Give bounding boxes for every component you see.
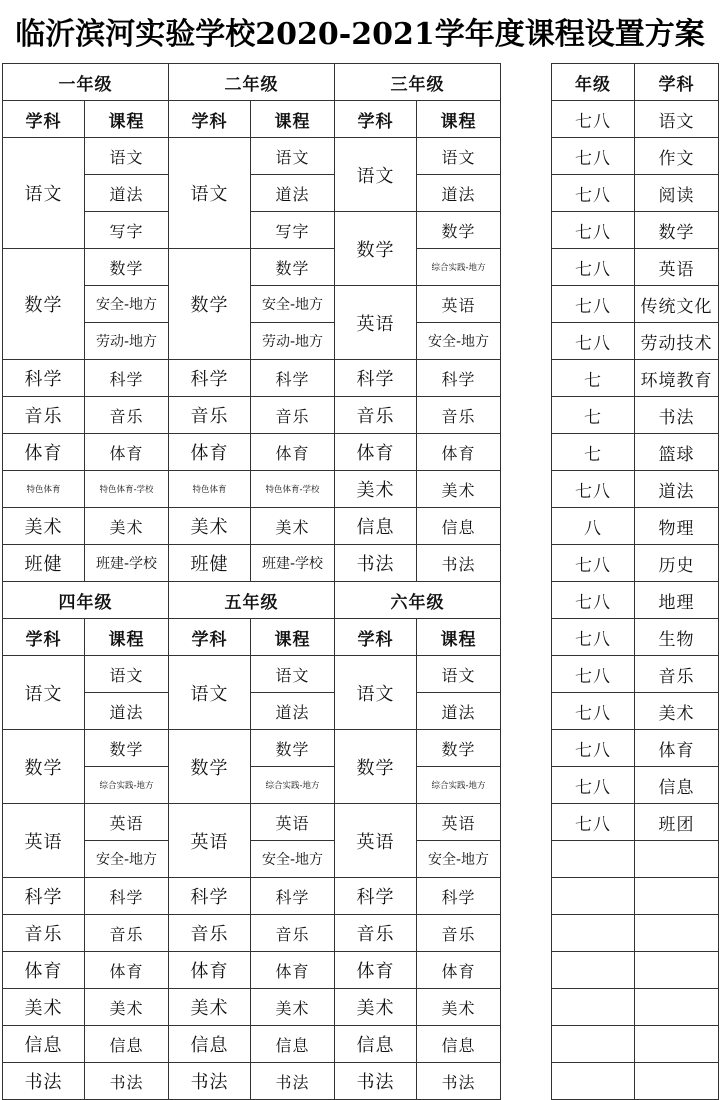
subject-cell: 科学 — [335, 360, 417, 397]
column-header-row-top — [3, 101, 501, 138]
side-subject-cell: 环境教育 — [635, 360, 719, 397]
grade-header-row-top — [3, 64, 501, 101]
subject-cell: 语文 — [3, 138, 85, 249]
side-row — [552, 434, 719, 471]
course-cell: 音乐 — [417, 397, 501, 434]
course-cell: 科学 — [251, 878, 335, 915]
side-grade-cell — [552, 952, 635, 989]
course-cell: 安全-地方 — [417, 323, 501, 360]
table-row — [3, 397, 501, 434]
subject-cell: 语文 — [169, 138, 251, 249]
course-cell: 劳动-地方 — [85, 323, 169, 360]
grade-2-header: 二年级 — [169, 64, 335, 101]
side-row — [552, 693, 719, 730]
side-empty-row — [552, 952, 719, 989]
subject-cell: 体育 — [169, 952, 251, 989]
course-cell: 书法 — [85, 1063, 169, 1100]
subject-cell: 数学 — [335, 730, 417, 804]
course-cell: 道法 — [417, 175, 501, 212]
course-cell: 数学 — [251, 730, 335, 767]
course-cell: 书法 — [417, 1063, 501, 1100]
table-row — [3, 952, 501, 989]
side-row — [552, 508, 719, 545]
side-grade-cell: 七八 — [552, 804, 635, 841]
side-grade-cell: 七八 — [552, 767, 635, 804]
course-cell: 音乐 — [251, 915, 335, 952]
table-row — [3, 138, 501, 175]
course-cell: 安全-地方 — [417, 841, 501, 878]
course-cell: 英语 — [251, 804, 335, 841]
subject-cell: 数学 — [169, 730, 251, 804]
side-row — [552, 619, 719, 656]
course-cell: 体育 — [251, 434, 335, 471]
subject-cell: 语文 — [335, 138, 417, 212]
course-cell: 综合实践-地方 — [85, 767, 169, 804]
course-cell: 安全-地方 — [85, 841, 169, 878]
course-cell: 道法 — [85, 693, 169, 730]
side-subject-cell — [635, 1063, 719, 1100]
course-cell: 英语 — [85, 804, 169, 841]
course-header: 课程 — [417, 101, 501, 138]
table-row — [3, 434, 501, 471]
table-row — [3, 360, 501, 397]
subject-cell: 音乐 — [335, 397, 417, 434]
course-header: 课程 — [85, 101, 169, 138]
course-cell: 体育 — [85, 952, 169, 989]
side-subject-cell — [635, 989, 719, 1026]
course-cell: 劳动-地方 — [251, 323, 335, 360]
course-cell: 信息 — [417, 1026, 501, 1063]
course-cell: 科学 — [417, 360, 501, 397]
course-header: 课程 — [251, 619, 335, 656]
subject-cell: 音乐 — [3, 915, 85, 952]
side-subject-cell: 物理 — [635, 508, 719, 545]
course-header: 课程 — [85, 619, 169, 656]
side-grade-cell: 七八 — [552, 471, 635, 508]
table-row — [3, 471, 501, 508]
side-empty-row — [552, 1026, 719, 1063]
side-row — [552, 138, 719, 175]
course-cell: 数学 — [417, 212, 501, 249]
course-cell: 音乐 — [85, 397, 169, 434]
subject-cell: 美术 — [169, 989, 251, 1026]
course-cell: 科学 — [85, 878, 169, 915]
course-cell: 美术 — [85, 989, 169, 1026]
side-subject-cell: 生物 — [635, 619, 719, 656]
course-cell: 数学 — [251, 249, 335, 286]
side-grade-cell: 七八 — [552, 545, 635, 582]
course-cell: 语文 — [85, 656, 169, 693]
side-row — [552, 397, 719, 434]
subject-cell: 语文 — [335, 656, 417, 730]
subject-cell: 体育 — [335, 434, 417, 471]
subject-cell: 语文 — [3, 656, 85, 730]
subject-cell: 特色体育 — [3, 471, 85, 508]
subject-header: 学科 — [3, 101, 85, 138]
subject-cell: 体育 — [3, 952, 85, 989]
subject-cell: 班健 — [3, 545, 85, 582]
course-cell: 信息 — [417, 508, 501, 545]
side-row — [552, 323, 719, 360]
course-cell: 安全-地方 — [251, 286, 335, 323]
side-subject-cell: 道法 — [635, 471, 719, 508]
table-row — [3, 1026, 501, 1063]
side-subject-cell: 历史 — [635, 545, 719, 582]
subject-cell: 美术 — [335, 471, 417, 508]
side-subject-cell — [635, 841, 719, 878]
column-header-row-bottom — [3, 619, 501, 656]
subject-cell: 信息 — [169, 1026, 251, 1063]
subject-cell: 书法 — [335, 1063, 417, 1100]
subject-cell: 数学 — [3, 249, 85, 360]
side-empty-row — [552, 878, 719, 915]
side-subject-cell: 体育 — [635, 730, 719, 767]
side-subject-cell: 书法 — [635, 397, 719, 434]
subject-cell: 语文 — [169, 656, 251, 730]
subject-cell: 音乐 — [335, 915, 417, 952]
subject-cell: 音乐 — [169, 915, 251, 952]
grade-1-header: 一年级 — [3, 64, 169, 101]
grade-6-header: 六年级 — [335, 582, 501, 619]
table-row — [3, 249, 501, 286]
course-cell: 语文 — [417, 656, 501, 693]
course-cell: 书法 — [417, 545, 501, 582]
side-grade-cell: 八 — [552, 508, 635, 545]
course-cell: 语文 — [417, 138, 501, 175]
subject-cell: 美术 — [3, 989, 85, 1026]
course-cell: 综合实践-地方 — [417, 249, 501, 286]
side-row — [552, 286, 719, 323]
course-cell: 语文 — [251, 138, 335, 175]
course-cell: 安全-地方 — [251, 841, 335, 878]
course-cell: 道法 — [417, 693, 501, 730]
side-empty-row — [552, 841, 719, 878]
course-cell: 科学 — [85, 360, 169, 397]
side-row — [552, 545, 719, 582]
subject-header: 学科 — [169, 619, 251, 656]
side-row — [552, 101, 719, 138]
course-cell: 英语 — [417, 804, 501, 841]
side-subject-cell: 地理 — [635, 582, 719, 619]
side-row — [552, 212, 719, 249]
subject-header: 学科 — [169, 101, 251, 138]
course-cell: 道法 — [251, 693, 335, 730]
subject-cell: 数学 — [169, 249, 251, 360]
side-subject-cell: 劳动技术 — [635, 323, 719, 360]
course-cell: 特色体育-学校 — [251, 471, 335, 508]
course-cell: 安全-地方 — [85, 286, 169, 323]
course-cell: 音乐 — [85, 915, 169, 952]
subject-header: 学科 — [335, 101, 417, 138]
course-cell: 音乐 — [417, 915, 501, 952]
side-subject-cell — [635, 915, 719, 952]
course-cell: 书法 — [251, 1063, 335, 1100]
course-cell: 美术 — [251, 508, 335, 545]
table-row — [3, 878, 501, 915]
subject-column-header: 学科 — [635, 64, 719, 101]
table-row — [3, 545, 501, 582]
side-grade-cell: 七八 — [552, 323, 635, 360]
grade-5-header: 五年级 — [169, 582, 335, 619]
side-subject-cell — [635, 952, 719, 989]
course-cell: 道法 — [251, 175, 335, 212]
course-cell: 综合实践-地方 — [417, 767, 501, 804]
course-cell: 美术 — [251, 989, 335, 1026]
side-grade-cell — [552, 1063, 635, 1100]
side-grade-cell: 七八 — [552, 619, 635, 656]
subject-cell: 科学 — [169, 360, 251, 397]
course-cell: 数学 — [417, 730, 501, 767]
side-grade-cell: 七八 — [552, 286, 635, 323]
side-grade-cell: 七八 — [552, 138, 635, 175]
side-subject-cell — [635, 1026, 719, 1063]
side-row — [552, 249, 719, 286]
side-grade-cell — [552, 915, 635, 952]
subject-cell: 信息 — [335, 508, 417, 545]
side-subject-cell: 数学 — [635, 212, 719, 249]
side-row — [552, 804, 719, 841]
subject-cell: 书法 — [3, 1063, 85, 1100]
side-empty-row — [552, 915, 719, 952]
grade-3-header: 三年级 — [335, 64, 501, 101]
course-cell: 信息 — [85, 1026, 169, 1063]
subject-cell: 体育 — [169, 434, 251, 471]
side-grade-cell: 七 — [552, 397, 635, 434]
side-grade-cell: 七八 — [552, 730, 635, 767]
grade-4-header: 四年级 — [3, 582, 169, 619]
table-row — [3, 915, 501, 952]
course-cell: 特色体育-学校 — [85, 471, 169, 508]
table-row — [3, 989, 501, 1026]
side-grade-cell: 七八 — [552, 656, 635, 693]
subject-cell: 音乐 — [3, 397, 85, 434]
course-cell: 美术 — [417, 471, 501, 508]
course-cell: 综合实践-地方 — [251, 767, 335, 804]
side-subject-cell: 英语 — [635, 249, 719, 286]
grade-column-header: 年级 — [552, 64, 635, 101]
subject-cell: 体育 — [335, 952, 417, 989]
course-cell: 信息 — [251, 1026, 335, 1063]
course-cell: 音乐 — [251, 397, 335, 434]
subject-cell: 班健 — [169, 545, 251, 582]
side-subject-cell: 阅读 — [635, 175, 719, 212]
subject-cell: 美术 — [335, 989, 417, 1026]
middle-school-course-table — [551, 63, 719, 1100]
subject-cell: 英语 — [335, 804, 417, 878]
subject-cell: 美术 — [169, 508, 251, 545]
side-grade-cell: 七八 — [552, 693, 635, 730]
side-grade-cell — [552, 841, 635, 878]
side-grade-cell: 七八 — [552, 582, 635, 619]
subject-cell: 书法 — [169, 1063, 251, 1100]
side-row — [552, 175, 719, 212]
subject-cell: 科学 — [335, 878, 417, 915]
course-cell: 美术 — [417, 989, 501, 1026]
course-cell: 语文 — [85, 138, 169, 175]
grade-header-row-bottom — [3, 582, 501, 619]
subject-cell: 数学 — [335, 212, 417, 286]
side-subject-cell: 语文 — [635, 101, 719, 138]
side-row — [552, 471, 719, 508]
course-cell: 道法 — [85, 175, 169, 212]
side-row — [552, 656, 719, 693]
side-subject-cell: 篮球 — [635, 434, 719, 471]
subject-cell: 英语 — [169, 804, 251, 878]
course-cell: 美术 — [85, 508, 169, 545]
elementary-course-table — [2, 63, 501, 1100]
side-grade-cell: 七八 — [552, 175, 635, 212]
subject-cell: 体育 — [3, 434, 85, 471]
course-cell: 数学 — [85, 730, 169, 767]
subject-cell: 科学 — [169, 878, 251, 915]
table-row — [3, 730, 501, 767]
side-row — [552, 730, 719, 767]
side-grade-cell: 七八 — [552, 101, 635, 138]
side-empty-row — [552, 1063, 719, 1100]
subject-cell: 数学 — [3, 730, 85, 804]
side-grade-cell: 七 — [552, 360, 635, 397]
subject-cell: 信息 — [3, 1026, 85, 1063]
side-subject-cell: 班团 — [635, 804, 719, 841]
side-grade-cell — [552, 989, 635, 1026]
table-row — [3, 804, 501, 841]
subject-header: 学科 — [335, 619, 417, 656]
course-cell: 语文 — [251, 656, 335, 693]
side-row — [552, 767, 719, 804]
side-subject-cell: 信息 — [635, 767, 719, 804]
side-grade-cell: 七八 — [552, 212, 635, 249]
course-cell: 体育 — [85, 434, 169, 471]
course-cell: 体育 — [251, 952, 335, 989]
side-subject-cell: 音乐 — [635, 656, 719, 693]
side-subject-cell: 作文 — [635, 138, 719, 175]
subject-cell: 美术 — [3, 508, 85, 545]
subject-header: 学科 — [3, 619, 85, 656]
course-cell: 体育 — [417, 434, 501, 471]
subject-cell: 书法 — [335, 545, 417, 582]
table-row — [3, 656, 501, 693]
course-header: 课程 — [251, 101, 335, 138]
table-row — [3, 508, 501, 545]
course-cell: 体育 — [417, 952, 501, 989]
side-subject-cell: 美术 — [635, 693, 719, 730]
side-grade-cell — [552, 878, 635, 915]
subject-cell: 英语 — [335, 286, 417, 360]
side-subject-cell: 传统文化 — [635, 286, 719, 323]
subject-cell: 特色体育 — [169, 471, 251, 508]
side-row — [552, 360, 719, 397]
side-grade-cell: 七八 — [552, 249, 635, 286]
table-row — [3, 1063, 501, 1100]
subject-cell: 科学 — [3, 878, 85, 915]
course-cell: 科学 — [417, 878, 501, 915]
side-empty-row — [552, 989, 719, 1026]
side-grade-cell — [552, 1026, 635, 1063]
subject-cell: 英语 — [3, 804, 85, 878]
side-grade-cell: 七 — [552, 434, 635, 471]
side-row — [552, 582, 719, 619]
subject-cell: 科学 — [3, 360, 85, 397]
course-cell: 写字 — [85, 212, 169, 249]
course-cell: 科学 — [251, 360, 335, 397]
subject-cell: 信息 — [335, 1026, 417, 1063]
course-cell: 数学 — [85, 249, 169, 286]
course-cell: 写字 — [251, 212, 335, 249]
course-cell: 班建-学校 — [251, 545, 335, 582]
side-subject-cell — [635, 878, 719, 915]
page-title: 临沂滨河实验学校2020-2021学年度课程设置方案 — [15, 17, 705, 52]
subject-cell: 音乐 — [169, 397, 251, 434]
course-cell: 班建-学校 — [85, 545, 169, 582]
side-header-row — [552, 64, 719, 101]
course-header: 课程 — [417, 619, 501, 656]
course-cell: 英语 — [417, 286, 501, 323]
